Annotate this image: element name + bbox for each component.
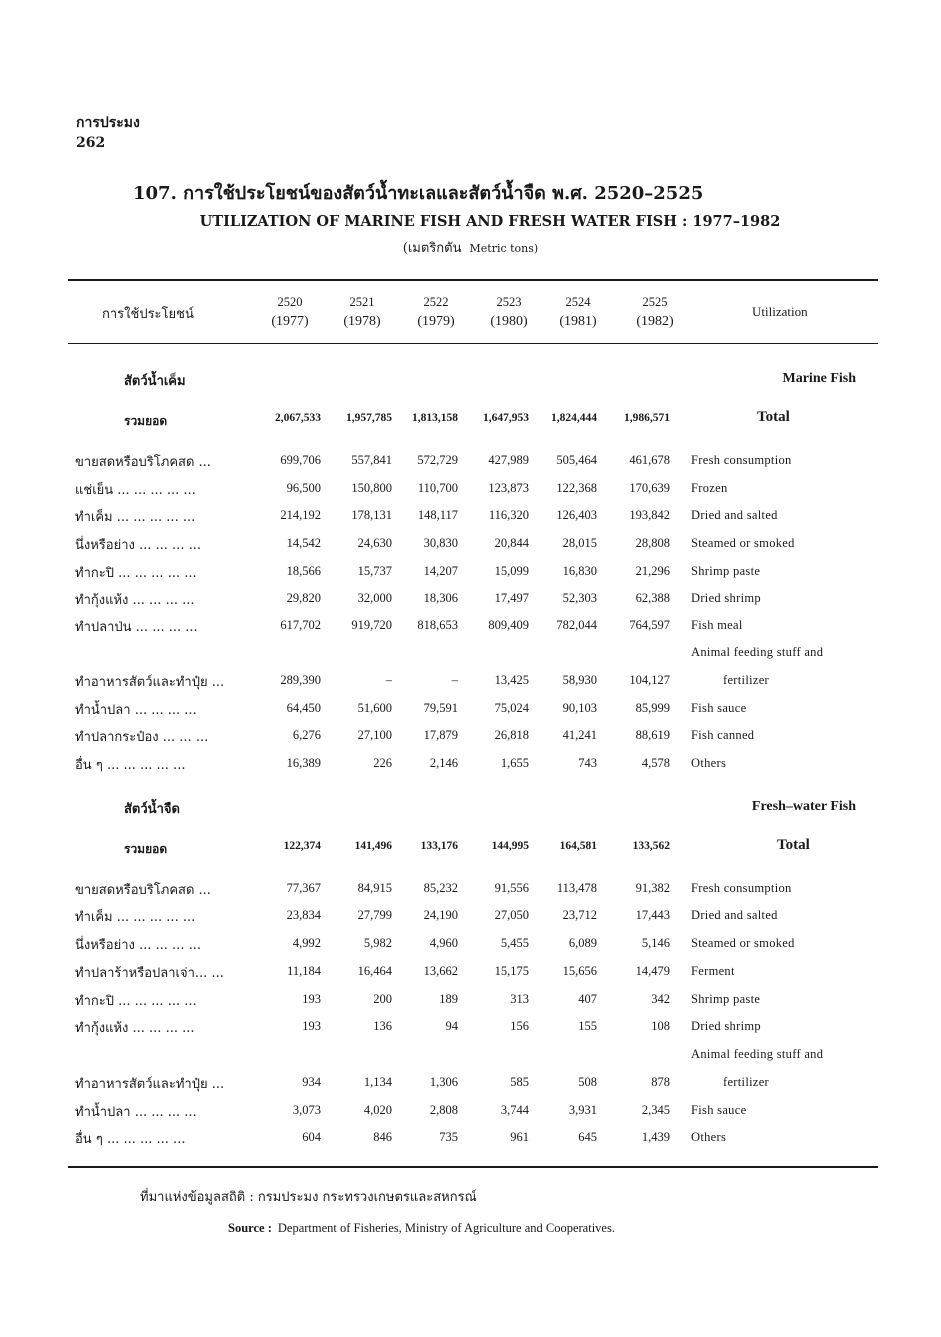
cell-value: 14,207: [423, 564, 458, 578]
year-ce: (1982): [636, 314, 674, 329]
year-header: [620, 292, 690, 332]
total-value: 122,374: [283, 840, 321, 852]
source-english: [228, 1221, 615, 1236]
cell-value: 23,834: [286, 908, 321, 922]
cell-value: 505,464: [556, 453, 597, 467]
cell-value: 193: [302, 1019, 321, 1033]
cell-value: 5,455: [500, 936, 529, 950]
cell-value: 846: [373, 1130, 392, 1144]
cell-value: 18,566: [286, 564, 321, 578]
cell-value: 123,873: [488, 481, 529, 495]
row-label-thai: อื่น ๆ ... ... ... ... ...: [75, 758, 186, 773]
row-label-thai: ทำเค็ม ... ... ... ... ...: [75, 510, 196, 525]
cell-value: 1,439: [641, 1130, 670, 1144]
cell-value: 94: [445, 1019, 458, 1033]
year-header: [401, 292, 471, 332]
cell-value: 29,820: [286, 591, 321, 605]
year-be: 2521: [349, 295, 375, 309]
cell-value: 2,345: [641, 1103, 670, 1117]
cell-value: 735: [439, 1130, 458, 1144]
year-be: 2523: [496, 295, 522, 309]
cell-value: 289,390: [280, 673, 321, 687]
total-value: 2,067,533: [275, 412, 321, 424]
cell-value: 1,306: [429, 1075, 458, 1089]
table-bottom-rule: [68, 1166, 878, 1168]
row-label-english: Ferment: [691, 964, 735, 978]
row-label-thai: ทำกุ้งแห้ง ... ... ... ...: [75, 593, 195, 608]
row-label-english: Dried and salted: [691, 908, 778, 922]
cell-value: 13,425: [494, 673, 529, 687]
total-value: 133,562: [632, 840, 670, 852]
cell-value: 617,702: [280, 618, 321, 632]
cell-value: 104,127: [629, 673, 670, 687]
cell-value: 193,842: [629, 508, 670, 522]
cell-value: –: [451, 673, 458, 687]
cell-value: 961: [510, 1130, 529, 1144]
header-utilization-english: Utilization: [752, 304, 808, 319]
row-label-thai: ทำเค็ม ... ... ... ... ...: [75, 910, 196, 925]
cell-value: 5,146: [641, 936, 670, 950]
cell-value: 110,700: [417, 481, 458, 495]
total-value: 1,986,571: [624, 412, 670, 424]
total-value: 1,824,444: [551, 412, 597, 424]
cell-value: 148,117: [417, 508, 458, 522]
row-label-english: Others: [691, 756, 727, 770]
year-header: [543, 292, 613, 332]
row-label-english-cont: fertilizer: [723, 1075, 770, 1089]
table-title-english: UTILIZATION OF MARINE FISH AND FRESH WATER FISH : 1977–1982: [199, 213, 781, 230]
row-label-thai: ทำปลากระป๋อง ... ... ...: [75, 730, 209, 745]
cell-value: 342: [651, 992, 670, 1006]
cell-value: 6,276: [292, 728, 321, 742]
cell-value: 604: [302, 1130, 321, 1144]
source-thai: ที่มาแห่งข้อมูลสถิติ : กรมประมง กระทรวงเกษตรและสหกรณ์: [140, 1190, 477, 1205]
row-label-english: Fish canned: [691, 728, 755, 742]
year-be: 2525: [642, 295, 668, 309]
cell-value: 407: [578, 992, 597, 1006]
cell-value: 136: [373, 1019, 392, 1033]
table-title-thai: 107. การใช้ประโยชน์ของสัตว์น้ำทะเลและสัตว์น้ำจืด พ.ศ. 2520–2525: [133, 183, 704, 204]
row-label-thai: ทำกะปิ ... ... ... ... ...: [75, 994, 197, 1009]
row-label-english: Steamed or smoked: [691, 536, 795, 550]
row-label-thai: แช่เย็น ... ... ... ... ...: [75, 483, 196, 498]
cell-value: 4,020: [363, 1103, 392, 1117]
row-label-english: Animal feeding stuff and: [691, 1047, 824, 1061]
cell-value: 3,931: [568, 1103, 597, 1117]
cell-value: 427,989: [488, 453, 529, 467]
cell-value: 6,089: [568, 936, 597, 950]
cell-value: 24,630: [357, 536, 392, 550]
row-label-thai: ทำอาหารสัตว์และทำปุ๋ย ...: [75, 1077, 225, 1092]
cell-value: 113,478: [556, 881, 597, 895]
cell-value: 13,662: [423, 964, 458, 978]
year-ce: (1979): [417, 314, 455, 329]
section-title-english: Fresh–water Fish: [751, 799, 856, 814]
cell-value: 84,915: [357, 881, 392, 895]
cell-value: 178,131: [351, 508, 392, 522]
row-label-thai: นึ่งหรือย่าง ... ... ... ...: [75, 538, 201, 553]
cell-value: 878: [651, 1075, 670, 1089]
header-utilization-thai: การใช้ประโยชน์: [102, 307, 194, 322]
cell-value: 200: [373, 992, 392, 1006]
total-value: 141,496: [354, 840, 392, 852]
cell-value: 26,818: [494, 728, 529, 742]
row-label-english: Shrimp paste: [691, 564, 761, 578]
cell-value: 88,619: [635, 728, 670, 742]
total-label-english: Total: [757, 409, 790, 425]
row-label-english: Steamed or smoked: [691, 936, 795, 950]
cell-value: 2,808: [429, 1103, 458, 1117]
year-ce: (1977): [271, 314, 309, 329]
cell-value: 126,403: [556, 508, 597, 522]
cell-value: 150,800: [351, 481, 392, 495]
row-label-thai: ทำน้ำปลา ... ... ... ...: [75, 703, 197, 718]
cell-value: 214,192: [280, 508, 321, 522]
cell-value: 108: [651, 1019, 670, 1033]
total-value: 1,813,158: [412, 412, 458, 424]
cell-value: 85,232: [423, 881, 458, 895]
row-label-thai: ขายสดหรือบริโภคสด ...: [75, 455, 211, 470]
total-value: 164,581: [559, 840, 597, 852]
total-value: 1,647,953: [483, 412, 529, 424]
cell-value: 4,992: [292, 936, 321, 950]
total-label-thai: รวมยอด: [124, 414, 168, 428]
cell-value: 170,639: [629, 481, 670, 495]
row-label-english: Animal feeding stuff and: [691, 645, 824, 659]
cell-value: 508: [578, 1075, 597, 1089]
cell-value: 189: [439, 992, 458, 1006]
row-label-english-cont: fertilizer: [723, 673, 770, 687]
cell-value: 193: [302, 992, 321, 1006]
row-label-thai: ขายสดหรือบริโภคสด ...: [75, 883, 211, 898]
section-title-thai: สัตว์น้ำจืด: [124, 802, 180, 817]
cell-value: 14,542: [286, 536, 321, 550]
cell-value: 21,296: [635, 564, 670, 578]
cell-value: 155: [578, 1019, 597, 1033]
cell-value: 90,103: [562, 701, 597, 715]
cell-value: 27,100: [357, 728, 392, 742]
row-label-thai: ทำปลาร้าหรือปลาเจ่า... ...: [75, 966, 224, 981]
year-ce: (1980): [490, 314, 528, 329]
source-text: Department of Fisheries, Ministry of Agriculture and Cooperatives.: [277, 1221, 615, 1235]
cell-value: 96,500: [286, 481, 321, 495]
unit-english: Metric tons): [469, 242, 539, 255]
total-label-thai: รวมยอด: [124, 842, 168, 856]
cell-value: 11,184: [287, 964, 321, 978]
cell-value: 24,190: [423, 908, 458, 922]
cell-value: 18,306: [423, 591, 458, 605]
cell-value: 77,367: [286, 881, 321, 895]
cell-value: 16,830: [562, 564, 597, 578]
row-label-english: Fish sauce: [691, 701, 747, 715]
cell-value: 64,450: [286, 701, 321, 715]
row-label-english: Others: [691, 1130, 727, 1144]
cell-value: 58,930: [562, 673, 597, 687]
row-label-thai: ทำอาหารสัตว์และทำปุ๋ย ...: [75, 675, 225, 690]
row-label-thai: ทำน้ำปลา ... ... ... ...: [75, 1105, 197, 1120]
cell-value: 17,443: [635, 908, 670, 922]
total-label-english: Total: [777, 837, 810, 853]
row-label-thai: อื่น ๆ ... ... ... ... ...: [75, 1132, 186, 1147]
cell-value: 461,678: [629, 453, 670, 467]
row-label-thai: ทำกะปิ ... ... ... ... ...: [75, 566, 197, 581]
cell-value: 699,706: [280, 453, 321, 467]
cell-value: 27,799: [357, 908, 392, 922]
row-label-thai: นึ่งหรือย่าง ... ... ... ...: [75, 938, 201, 953]
cell-value: 116,320: [488, 508, 529, 522]
row-label-english: Dried and salted: [691, 508, 778, 522]
cell-value: 91,556: [494, 881, 529, 895]
cell-value: 85,999: [635, 701, 670, 715]
cell-value: 15,656: [562, 964, 597, 978]
total-value: 144,995: [491, 840, 529, 852]
cell-value: –: [385, 673, 392, 687]
page-section-label: การประมง: [76, 115, 140, 131]
cell-value: 818,653: [417, 618, 458, 632]
cell-value: 23,712: [562, 908, 597, 922]
cell-value: 75,024: [494, 701, 529, 715]
year-be: 2520: [277, 295, 303, 309]
unit-thai: (เมตริกตัน: [402, 241, 462, 256]
year-header: [474, 292, 544, 332]
section-title-thai: สัตว์น้ำเค็ม: [124, 374, 186, 389]
row-label-english: Dried shrimp: [691, 591, 761, 605]
row-label-english: Fish meal: [691, 618, 743, 632]
cell-value: 15,175: [494, 964, 529, 978]
total-value: 133,176: [420, 840, 458, 852]
row-label-thai: ทำกุ้งแห้ง ... ... ... ...: [75, 1021, 195, 1036]
cell-value: 14,479: [635, 964, 670, 978]
cell-value: 3,744: [500, 1103, 529, 1117]
cell-value: 52,303: [562, 591, 597, 605]
year-ce: (1981): [559, 314, 597, 329]
page-number: 262: [76, 135, 106, 151]
cell-value: 5,982: [363, 936, 392, 950]
cell-value: 645: [578, 1130, 597, 1144]
cell-value: 2,146: [429, 756, 458, 770]
year-header: [327, 292, 397, 332]
year-be: 2524: [565, 295, 591, 309]
cell-value: 17,497: [494, 591, 529, 605]
cell-value: 743: [578, 756, 597, 770]
cell-value: 16,464: [357, 964, 392, 978]
cell-value: 4,578: [641, 756, 670, 770]
units-note: [0, 237, 941, 258]
cell-value: 226: [373, 756, 392, 770]
row-label-english: Fresh consumption: [691, 453, 792, 467]
cell-value: 557,841: [351, 453, 392, 467]
cell-value: 919,720: [351, 618, 392, 632]
year-be: 2522: [423, 295, 449, 309]
cell-value: 782,044: [556, 618, 597, 632]
cell-value: 934: [302, 1075, 321, 1089]
cell-value: 28,808: [635, 536, 670, 550]
cell-value: 156: [510, 1019, 529, 1033]
cell-value: 79,591: [423, 701, 458, 715]
cell-value: 15,737: [357, 564, 392, 578]
row-label-english: Shrimp paste: [691, 992, 761, 1006]
cell-value: 41,241: [562, 728, 597, 742]
total-value: 1,957,785: [346, 412, 392, 424]
cell-value: 3,073: [292, 1103, 321, 1117]
cell-value: 16,389: [286, 756, 321, 770]
cell-value: 20,844: [494, 536, 529, 550]
row-label-thai: ทำปลาป่น ... ... ... ...: [75, 620, 198, 635]
row-label-english: Fresh consumption: [691, 881, 792, 895]
source-label: Source :: [228, 1221, 272, 1235]
cell-value: 4,960: [429, 936, 458, 950]
cell-value: 809,409: [488, 618, 529, 632]
header-bottom-rule: [68, 343, 878, 344]
section-title-english: Marine Fish: [782, 371, 856, 386]
cell-value: 313: [510, 992, 529, 1006]
cell-value: 51,600: [357, 701, 392, 715]
cell-value: 122,368: [556, 481, 597, 495]
table-top-rule: [68, 279, 878, 281]
cell-value: 91,382: [635, 881, 670, 895]
cell-value: 62,388: [635, 591, 670, 605]
cell-value: 32,000: [357, 591, 392, 605]
cell-value: 764,597: [629, 618, 670, 632]
cell-value: 17,879: [423, 728, 458, 742]
cell-value: 572,729: [417, 453, 458, 467]
year-header: [255, 292, 325, 332]
row-label-english: Dried shrimp: [691, 1019, 761, 1033]
cell-value: 28,015: [562, 536, 597, 550]
cell-value: 1,655: [500, 756, 529, 770]
cell-value: 27,050: [494, 908, 529, 922]
row-label-english: Frozen: [691, 481, 728, 495]
year-ce: (1978): [343, 314, 381, 329]
row-label-english: Fish sauce: [691, 1103, 747, 1117]
cell-value: 585: [510, 1075, 529, 1089]
cell-value: 30,830: [423, 536, 458, 550]
cell-value: 15,099: [494, 564, 529, 578]
cell-value: 1,134: [363, 1075, 392, 1089]
